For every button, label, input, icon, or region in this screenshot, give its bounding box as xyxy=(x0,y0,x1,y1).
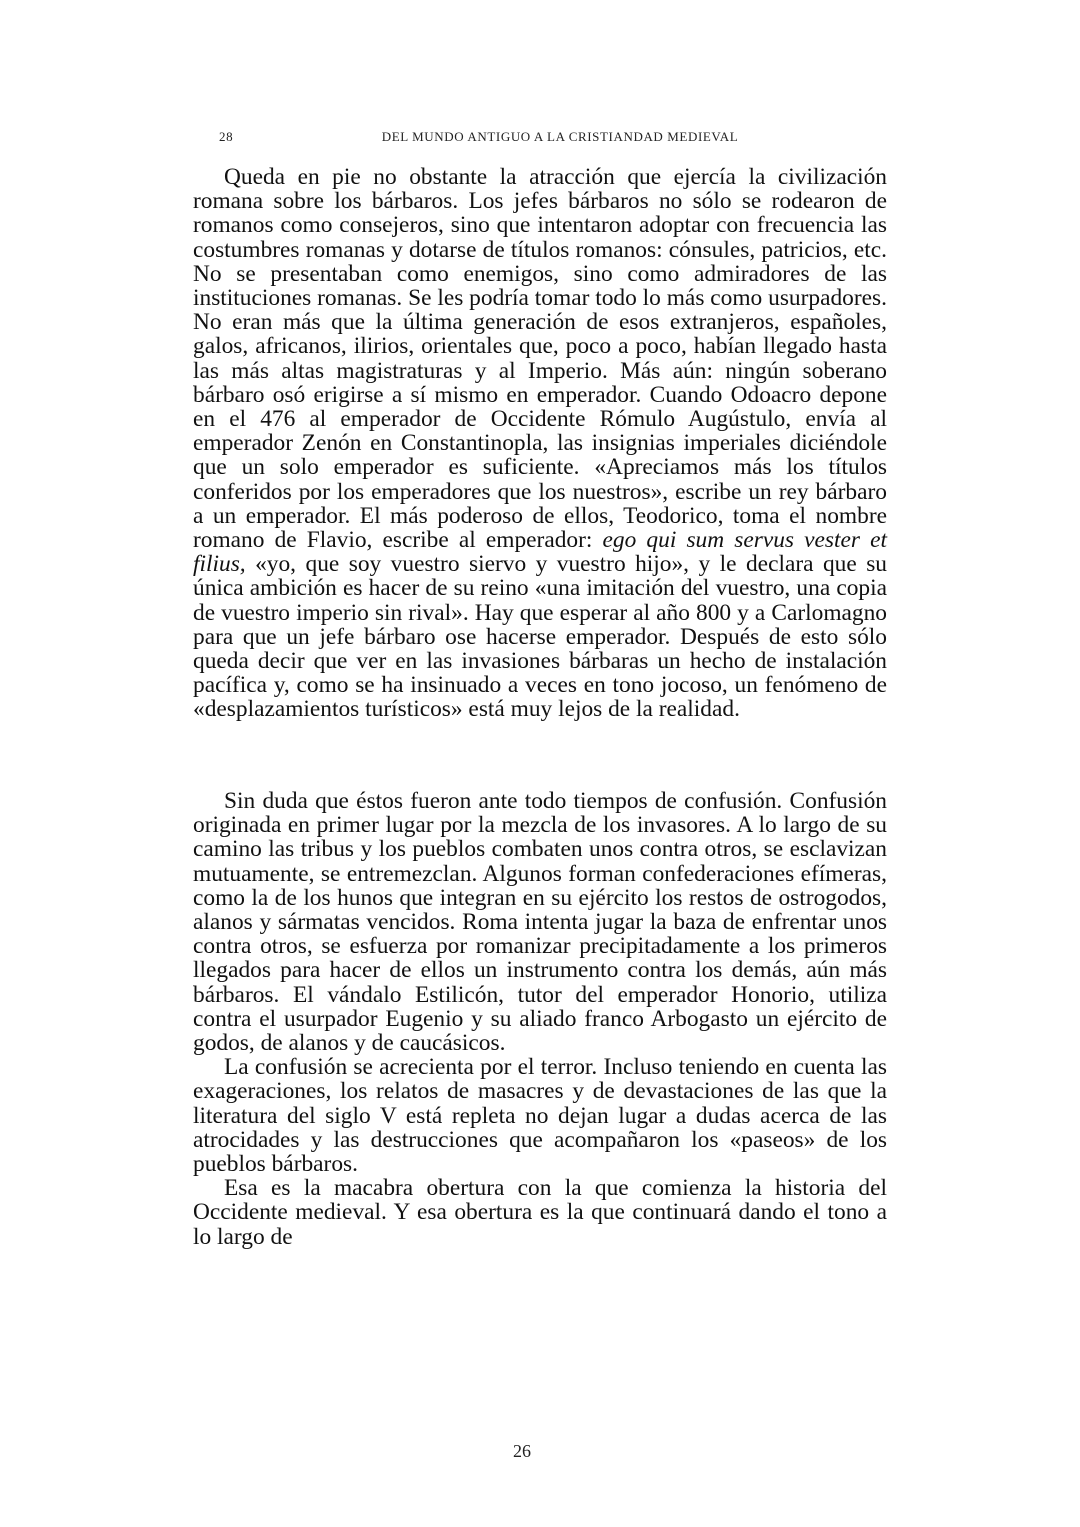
page-header xyxy=(193,129,887,149)
paragraph-1-text-a: Queda en pie no obstante la atracción que ejercía la civilización romana sobre los bárbaros. Los jefes bárbaros no sólo se rodearon de romanos como consejeros, sino que intentaron adoptar con frecuencia las costumbres romanas y dotarse de títulos romanos: cónsules, patricios, etc. No se presentaban como enemigos, sino como admiradores de las instituciones romanas. Se les podría tomar todo lo más como usurpadores. No eran más que la última generación de esos extranjeros, españoles, galos, africanos, ilirios, orientales que, poco a poco, habían llegado hasta las más altas magistraturas y al Imperio. Más aún: ningún soberano bárbaro osó erigirse a sí mismo en emperador. Cuando Odoacro depone en el 476 al emperador de Occidente Rómulo Augústulo, envía al emperador Zenón en Constantinopla, las insignias imperiales diciéndole que un solo emperador es suficiente. «Apreciamos más los títulos conferidos por los emperadores que los nuestros», escribe un rey bárbaro a un emperador. El más poderoso de ellos, Teodorico, toma el nombre romano de Flavio, escribe al emperador: xyxy=(193,164,887,554)
running-title: DEL MUNDO ANTIGUO A LA CRISTIANDAD MEDIEVAL xyxy=(381,129,739,144)
paragraph-2: Sin duda que éstos fueron ante todo tiempos de confusión. Confusión originada en primer lugar por la mezcla de los invasores. A lo largo de su camino las tribus y los pueblos combaten unos contra otros, se esclavizan mutuamente, se entremezclan. Algunos forman confederaciones efímeras, como la de los hunos que integran en su ejército los restos de ostrogodos, alanos y sármatas vencidos. Roma intenta jugar la baza de enfrentar unos contra otros, se esfuerza por romanizar precipitadamente a los primeros llegados para hacer de ellos un instrumento contra los demás, aún más bárbaros. El vándalo Estilicón, tutor del emperador Honorio, utiliza contra el usurpador Eugenio y su aliado franco Arbogasto un ejército de godos, de alanos y de caucásicos. xyxy=(193,788,887,1057)
latin-quote: ego qui sum servus vester et filius, xyxy=(193,527,888,578)
text-block-1 xyxy=(193,165,887,722)
paragraph-1 xyxy=(193,165,887,722)
paragraph-3: La confusión se acrecienta por el terror. Incluso teniendo en cuenta las exageraciones, los relatos de masacres y de devastaciones de las que la literatura del siglo V está repleta no dejan lugar a dudas acerca de las atrocidades y las destrucciones que acompañaron los «paseos» de los pueblos bárbaros. xyxy=(193,1054,887,1178)
header-page-number: 28 xyxy=(219,129,234,144)
page-folio: 26 xyxy=(513,1441,531,1461)
text-block-2 xyxy=(193,789,887,1249)
paragraph-1-text-b: «yo, que soy vuestro siervo y vuestro hijo», y le declara que su única ambición es hacer de su reino «una imitación del vuestro, una copia de vuestro imperio sin rival». Hay que esperar al año 800 y a Carlomagno para que un jefe bárbaro ose hacerse emperador. Después de esto sólo queda decir que ver en las invasiones bárbaras un hecho de instalación pacífica y, como se ha insinuado a veces en tono jocoso, un fenómeno de «desplazamientos turísticos» está muy lejos de la realidad. xyxy=(193,551,887,723)
paragraph-4: Esa es la macabra obertura con la que comienza la historia del Occidente medieval. Y esa obertura es la que continuará dando el tono a lo largo de xyxy=(193,1175,887,1250)
